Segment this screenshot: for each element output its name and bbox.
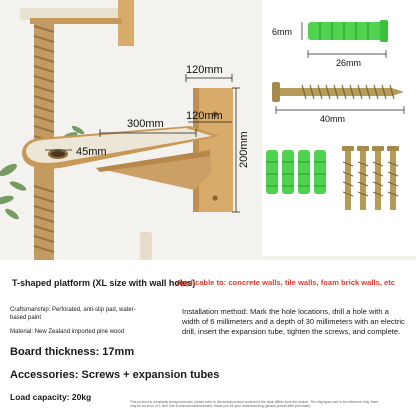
board-thickness: Board thickness: 17mm: [10, 346, 135, 358]
tube-diameter-label: 6mm: [272, 27, 292, 37]
screw-length-label: 40mm: [320, 114, 346, 124]
height-dimension: 200mm: [238, 131, 250, 168]
width-dimension: 120mm: [186, 110, 223, 122]
footnote-text: This product is constantly being improved, please refer to the actual product received if the style differs from the picture. The displayed size is for reference only, there may be an error of 1-3cm due to manual measurement, thank you for your understanding (please prevail after purchase): [130, 400, 379, 408]
screws-set: [342, 146, 399, 210]
expansion-tube-icon: [308, 20, 388, 42]
product-title: T-shaped platform (XL size with wall holes): [12, 278, 196, 288]
expansion-tubes-set: [266, 150, 326, 194]
screw-icon: [272, 82, 404, 102]
installation-text: Installation method: Mark the hole locations, drill a hole with a width of 6 millimeters and a depth of 30 millimeters with an electric drill, insert the expansion tube, tighten the screws, and complete.: [182, 307, 405, 337]
hardware-panel: [262, 0, 416, 256]
accessories-text: Accessories: Screws + expansion tubes: [10, 369, 220, 381]
depth-dimension: 120mm: [186, 64, 223, 76]
craftsmanship-text: Craftsmanship: Perforated, anti-slip pad, water-based paint: [10, 307, 136, 321]
applicable-walls: Applicable to: concrete walls, tile walls, foam brick walls, etc: [176, 278, 396, 287]
hole-dimension: 45mm: [76, 146, 107, 158]
length-dimension: 300mm: [127, 118, 164, 130]
hardware-illustration: [262, 0, 416, 256]
platform-illustration: [0, 0, 262, 260]
material-text: Material: New Zealand imported pine wood: [10, 329, 125, 335]
load-capacity: Load capacity: 20kg: [10, 392, 92, 402]
tube-length-label: 26mm: [336, 58, 362, 68]
